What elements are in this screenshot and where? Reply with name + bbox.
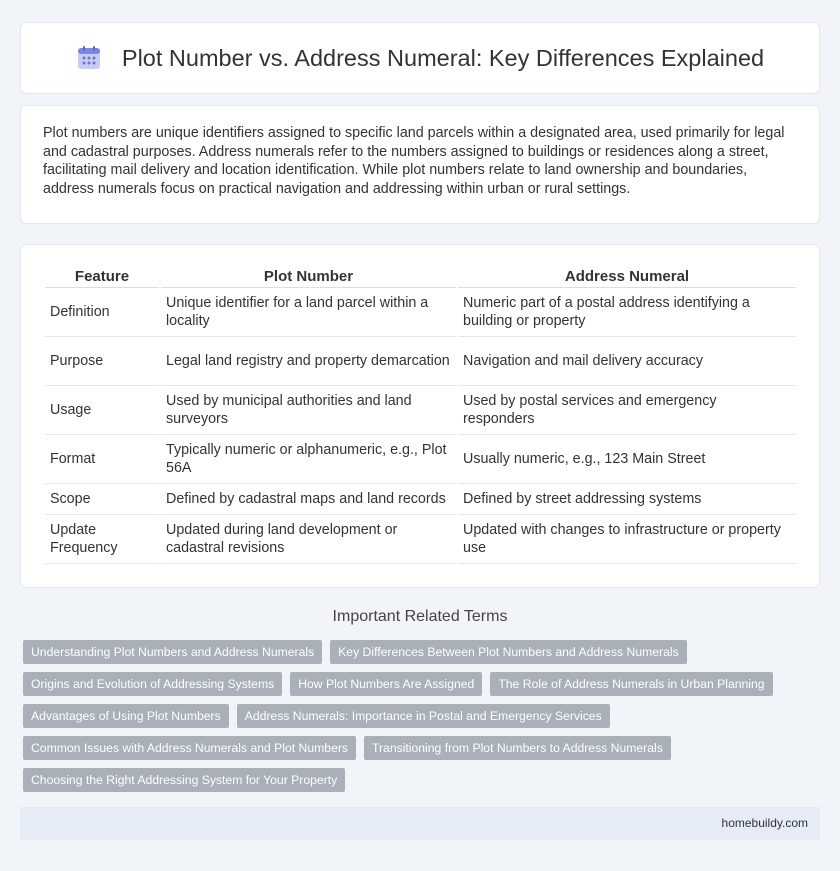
table-row: [45, 435, 796, 484]
table-cell: Numeric part of a postal address identifying a building or property: [458, 288, 796, 337]
table-cell: Legal land registry and property demarcation: [161, 337, 456, 386]
calendar-grid-icon: [76, 45, 102, 71]
table-cell: Navigation and mail delivery accuracy: [458, 337, 796, 386]
related-term-tag[interactable]: Understanding Plot Numbers and Address Numerals: [23, 640, 322, 664]
related-terms-list: [23, 640, 823, 800]
column-header: Plot Number: [161, 265, 456, 288]
related-term-tag[interactable]: Key Differences Between Plot Numbers and Address Numerals: [330, 640, 687, 664]
comparison-table-card: [20, 244, 820, 588]
table-cell: Updated during land development or cadastral revisions: [161, 515, 456, 564]
related-terms-title: Important Related Terms: [332, 608, 508, 625]
table-cell: Scope: [45, 484, 159, 515]
column-header: Feature: [45, 265, 159, 288]
table-cell: Definition: [45, 288, 159, 337]
related-term-tag[interactable]: Choosing the Right Addressing System for Your Property: [23, 768, 345, 792]
table-row: [45, 484, 796, 515]
related-term-tag[interactable]: The Role of Address Numerals in Urban Planning: [490, 672, 772, 696]
table-cell: Format: [45, 435, 159, 484]
column-header: Address Numeral: [458, 265, 796, 288]
table-cell: Usually numeric, e.g., 123 Main Street: [458, 435, 796, 484]
table-cell: Used by municipal authorities and land surveyors: [161, 386, 456, 435]
table-cell: Defined by cadastral maps and land records: [161, 484, 456, 515]
table-row: [45, 288, 796, 337]
table-cell: Unique identifier for a land parcel within a locality: [161, 288, 456, 337]
comparison-table: [43, 265, 798, 564]
related-term-tag[interactable]: Advantages of Using Plot Numbers: [23, 704, 229, 728]
table-cell: Typically numeric or alphanumeric, e.g., Plot 56A: [161, 435, 456, 484]
table-cell: Updated with changes to infrastructure or property use: [458, 515, 796, 564]
intro-text: Plot numbers are unique identifiers assigned to specific land parcels within a designated area, used primarily for legal and cadastral purposes. Address numerals refer to the numbers assigned to buildings or residences along a street, facilitating mail delivery and location identification. While plot numbers relate to land ownership and boundaries, address numerals focus on practical navigation and addressing within urban or rural settings.: [43, 125, 785, 197]
intro-section: [20, 105, 820, 224]
related-term-tag[interactable]: How Plot Numbers Are Assigned: [290, 672, 482, 696]
related-term-tag[interactable]: Transitioning from Plot Numbers to Address Numerals: [364, 736, 671, 760]
site-link[interactable]: homebuildy.com: [721, 816, 808, 830]
table-header-row: [45, 265, 796, 288]
related-term-tag[interactable]: Origins and Evolution of Addressing Systems: [23, 672, 282, 696]
table-cell: Update Frequency: [45, 515, 159, 564]
page-title: Plot Number vs. Address Numeral: Key Differences Explained: [121, 44, 765, 71]
related-term-tag[interactable]: Common Issues with Address Numerals and Plot Numbers: [23, 736, 356, 760]
table-cell: Defined by street addressing systems: [458, 484, 796, 515]
table-cell: Used by postal services and emergency responders: [458, 386, 796, 435]
table-cell: Purpose: [45, 337, 159, 386]
table-row: [45, 337, 796, 386]
page-header: [20, 22, 820, 94]
table-cell: Usage: [45, 386, 159, 435]
page-footer: [20, 807, 820, 840]
related-term-tag[interactable]: Address Numerals: Importance in Postal and Emergency Services: [237, 704, 610, 728]
table-row: [45, 386, 796, 435]
table-row: [45, 515, 796, 564]
